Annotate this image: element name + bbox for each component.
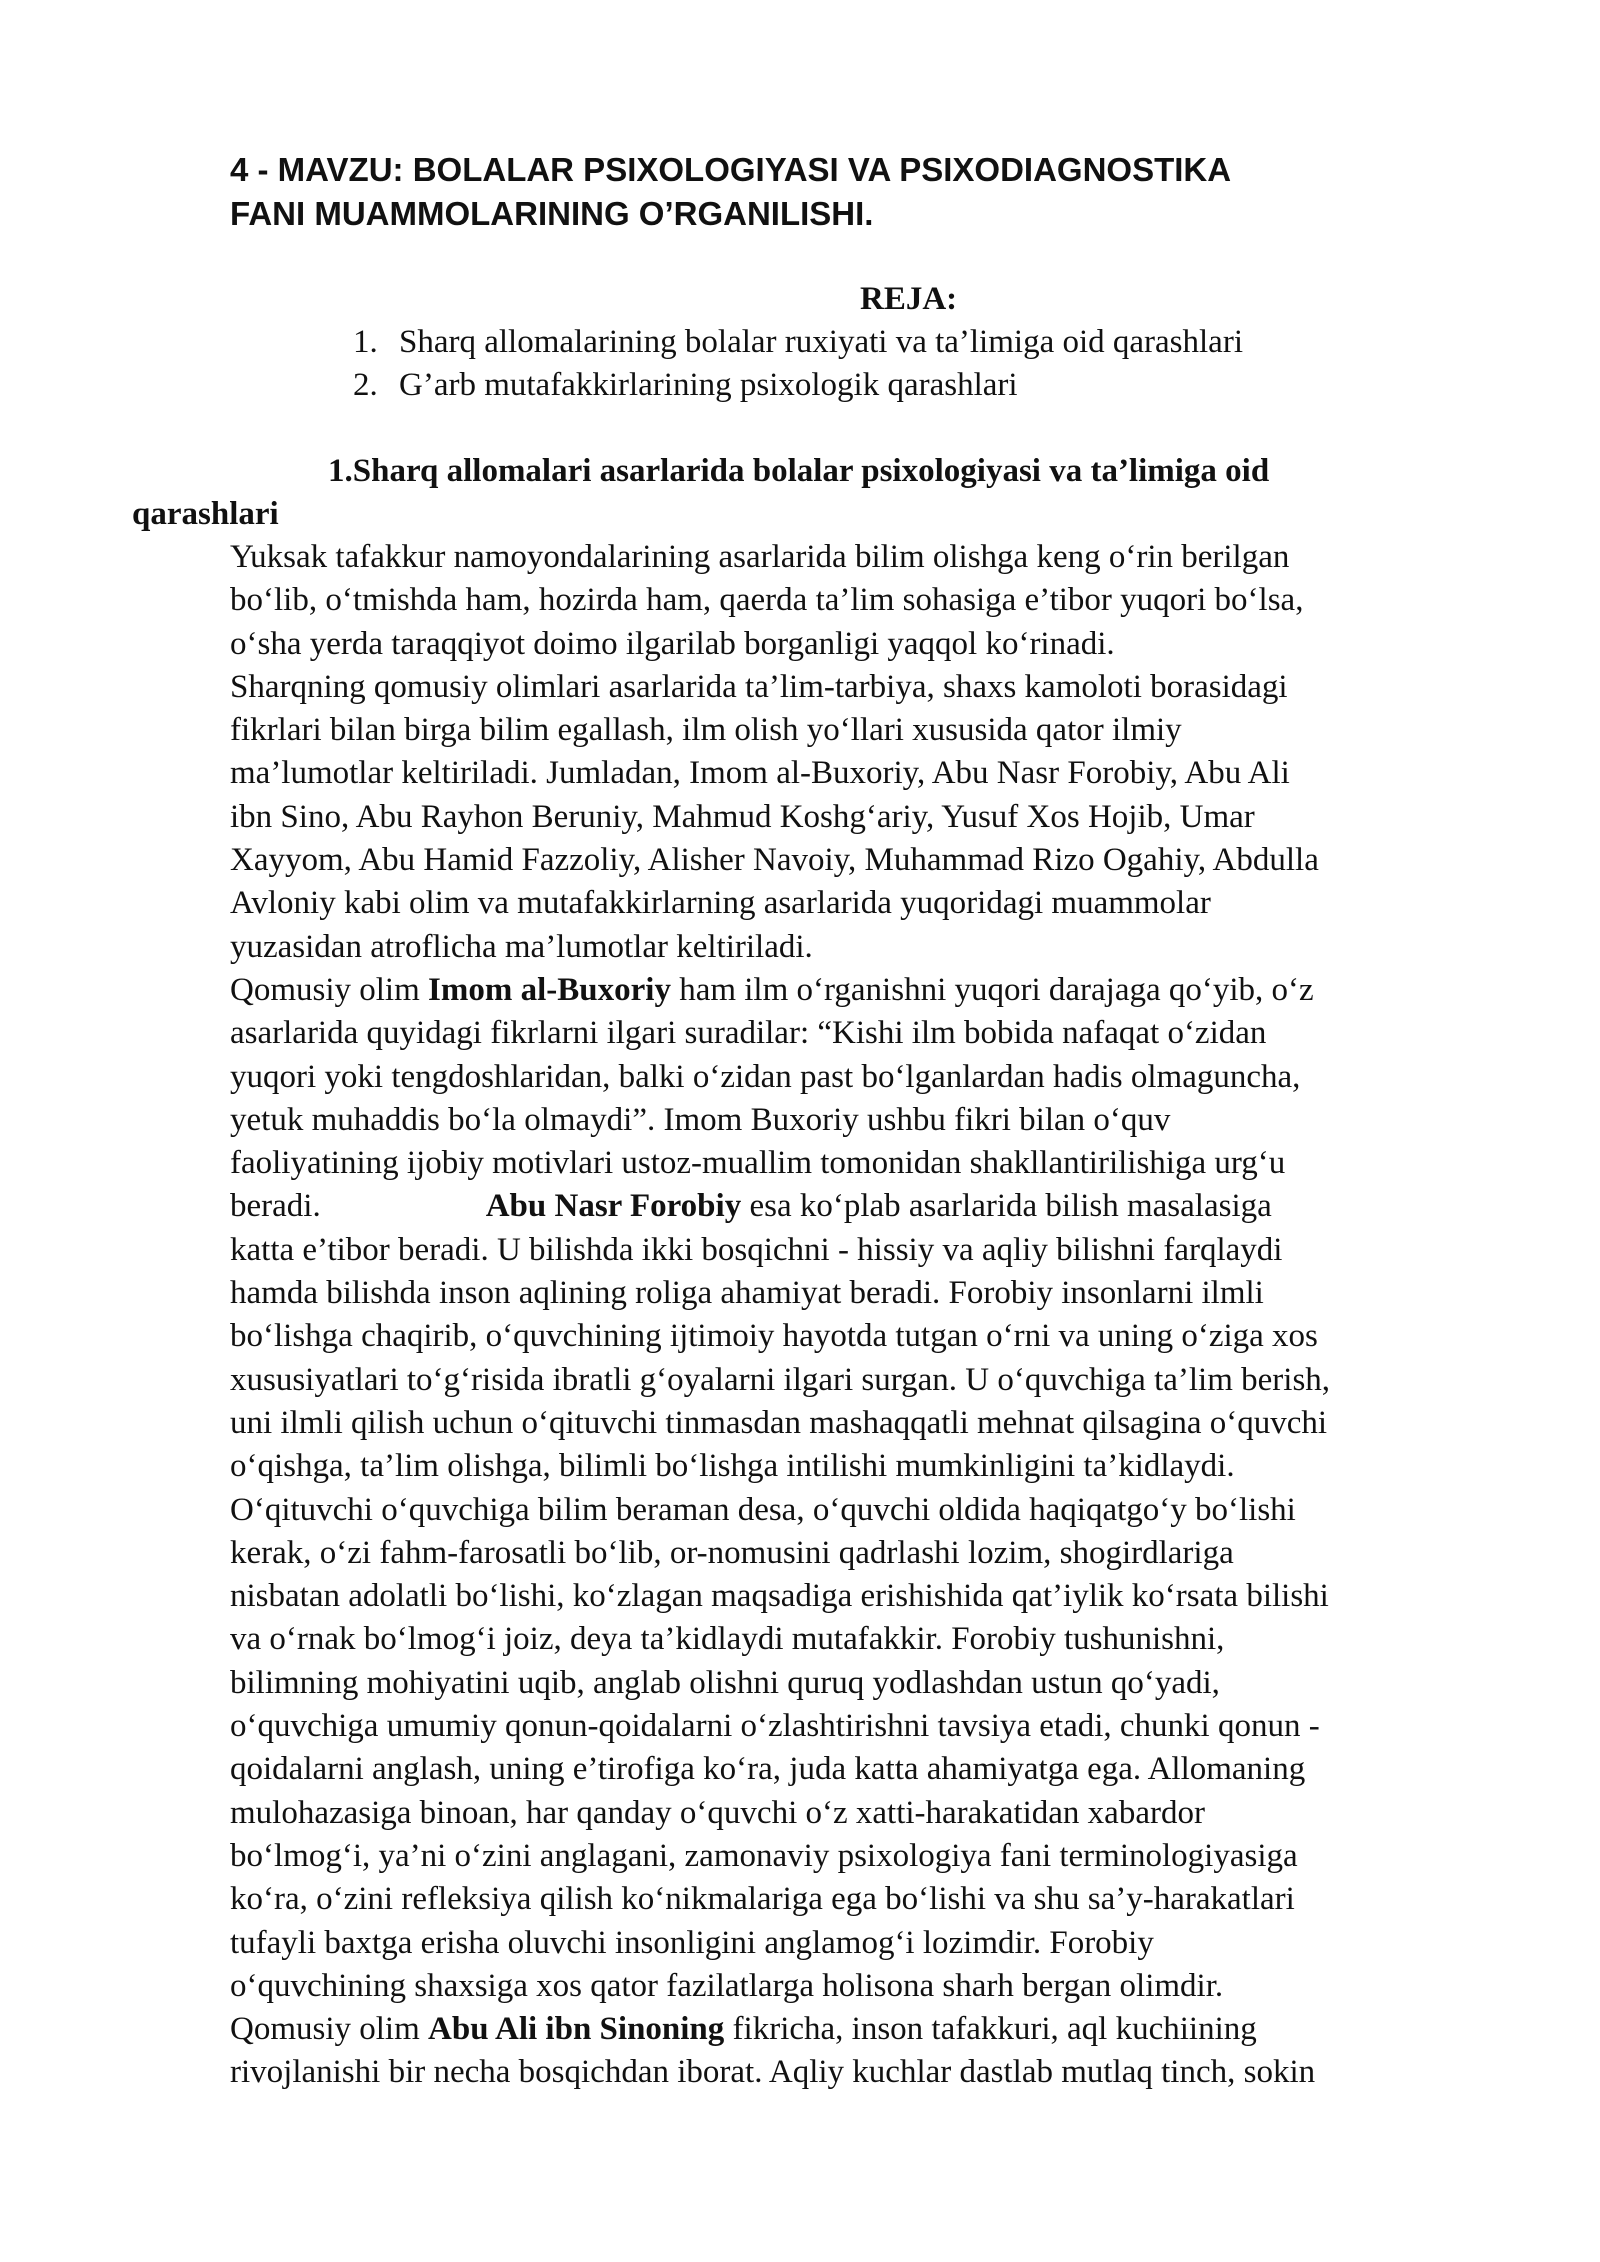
- text-line: fikrlari bilan birga bilim egallash, ilm olish yo‘llari xususida qator ilmiy: [230, 712, 1182, 749]
- text-line: yuzasidan atroflicha ma’lumotlar keltiriladi.: [230, 928, 813, 965]
- bold-name: Abu Nasr Forobiy: [485, 1188, 742, 1225]
- text-line: o‘sha yerda taraqqiyot doimo ilgarilab borganligi yaqqol ko‘rinadi.: [230, 625, 1115, 662]
- plan-item: [230, 321, 1500, 364]
- text-line: rivojlanishi bir necha bosqichdan iborat. Aqliy kuchlar dastlab mutlaq tinch, sokin: [230, 2054, 1316, 2091]
- text-line: va o‘rnak bo‘lmog‘i joiz, deya ta’kidlaydi mutafakkir. Forobiy tushunishni,: [230, 1621, 1225, 1658]
- text-line: O‘qituvchi o‘quvchiga bilim beraman desa, o‘quvchi oldida haqiqatgo‘y bo‘lishi: [230, 1491, 1296, 1528]
- text-line: hamda bilishda inson aqlining roliga ahamiyat beradi. Forobiy insonlarni ilmli: [230, 1275, 1264, 1312]
- text-line: kerak, o‘zi fahm-farosatli bo‘lib, or-nomusini qadrlashi lozim, shogirdlariga: [230, 1534, 1234, 1571]
- text-line: yetuk muhaddis bo‘la olmaydi”. Imom Buxoriy ushbu fikri bilan o‘quv: [230, 1101, 1171, 1138]
- text-line: ko‘ra, o‘zini refleksiya qilish ko‘nikmalariga ega bo‘lishi va shu sa’y-harakatlari: [230, 1881, 1295, 1918]
- text-line: [230, 2008, 1500, 2051]
- text-line: [230, 969, 1500, 1012]
- text-line: uni ilmli qilish uchun o‘qituvchi tinmasdan mashaqqatli mehnat qilsagina o‘quvchi: [230, 1404, 1328, 1441]
- text-run: esa ko‘plab asarlarida bilish masalasiga: [741, 1188, 1272, 1225]
- text-line: [230, 1185, 1500, 1228]
- text-line: mulohazasiga binoan, har qanday o‘quvchi o‘z xatti-harakatidan xabardor: [230, 1794, 1205, 1831]
- text-line: bilimning mohiyatini uqib, anglab olishni quruq yodlashdan ustun qo‘yadi,: [230, 1664, 1220, 1701]
- text-line: qoidalarni anglash, uning e’tirofiga ko‘ra, juda katta ahamiyatga ega. Allomaning: [230, 1751, 1306, 1788]
- text-line: Sharqning qomusiy olimlari asarlarida ta’lim-tarbiya, shaxs kamoloti borasidagi: [230, 668, 1288, 705]
- plan-item-number: 2.: [353, 367, 378, 403]
- text-line: ibn Sino, Abu Rayhon Beruniy, Mahmud Koshg‘ariy, Yusuf Xos Hojib, Umar: [230, 798, 1255, 835]
- text-line: o‘quvchining shaxsiga xos qator fazilatlarga holisona sharh bergan olimdir.: [230, 1967, 1224, 2004]
- title-line: FANI MUAMMOLARINING O’RGANILISHI.: [230, 195, 874, 232]
- body-text: [230, 536, 1500, 2095]
- text-line: xususiyatlari to‘g‘risida ibratli g‘oyalarni ilgari surgan. U o‘quvchiga ta’lim berish,: [230, 1361, 1331, 1398]
- text-line: bo‘lmog‘i, ya’ni o‘zini anglagani, zamonaviy psixologiya fani terminologiyasiga: [230, 1837, 1298, 1874]
- text-run: Qomusiy olim: [230, 2011, 429, 2048]
- bold-name: Abu Ali ibn Sinoning: [428, 2011, 725, 2048]
- text-line: nisbatan adolatli bo‘lishi, ko‘zlagan maqsadiga erishishida qat’iylik ko‘rsata bilishi: [230, 1578, 1329, 1615]
- section-heading-line: qarashlari: [132, 496, 279, 532]
- bold-name: Imom al-Buxoriy: [428, 971, 671, 1008]
- plan-item-text: G’arb mutafakkirlarining psixologik qarashlari: [399, 367, 1018, 403]
- text-line: tufayli baxtga erisha oluvchi insonligini anglamog‘i lozimdir. Forobiy: [230, 1924, 1154, 1961]
- text-line: katta e’tibor beradi. U bilishda ikki bosqichni - hissiy va aqliy bilishni farqlaydi: [230, 1231, 1283, 1268]
- text-line: o‘quvchiga umumiy qonun-qoidalarni o‘zlashtirishni tavsiya etadi, chunki qonun -: [230, 1708, 1320, 1745]
- plan-item-text: Sharq allomalarining bolalar ruxiyati va ta’limiga oid qarashlari: [399, 324, 1243, 360]
- text-line: o‘qishga, ta’lim olishga, bilimli bo‘lishga intilishi mumkinligini ta’kidlaydi.: [230, 1448, 1235, 1485]
- text-line: Avloniy kabi olim va mutafakkirlarning asarlarida yuqoridagi muammolar: [230, 885, 1211, 922]
- text-run: fikricha, inson tafakkuri, aql kuchiining: [724, 2011, 1257, 2048]
- text-line: ma’lumotlar keltiriladi. Jumladan, Imom al-Buxoriy, Abu Nasr Forobiy, Abu Ali: [230, 755, 1290, 792]
- text-line: asarlarida quyidagi fikrlarni ilgari suradilar: “Kishi ilm bobida nafaqat o‘zidan: [230, 1015, 1267, 1052]
- document-page: [132, 148, 1500, 2095]
- text-run: beradi.: [230, 1188, 321, 1225]
- section-heading-line: 1.Sharq allomalari asarlarida bolalar psixologiyasi va ta’limiga oid: [328, 453, 1270, 489]
- text-line: faoliyatining ijobiy motivlari ustoz-muallim tomonidan shakllantirilishiga urg‘u: [230, 1145, 1286, 1182]
- title-line: 4 - MAVZU: BOLALAR PSIXOLOGIYASI VA PSIXODIAGNOSTIKA: [230, 151, 1232, 188]
- text-run: ham ilm o‘rganishni yuqori darajaga qo‘yib, o‘z: [670, 971, 1314, 1008]
- plan-item-number: 1.: [353, 324, 378, 360]
- text-line: Yuksak tafakkur namoyondalarining asarlarida bilim olishga keng o‘rin berilgan: [230, 539, 1290, 575]
- section-heading: [132, 450, 1500, 536]
- plan-list: [230, 321, 1500, 407]
- plan-item: [230, 364, 1500, 407]
- document-title: [230, 148, 1500, 236]
- text-line: bo‘lishga chaqirib, o‘quvchining ijtimoiy hayotda tutgan o‘rni va uning o‘ziga xos: [230, 1318, 1318, 1355]
- text-line: bo‘lib, o‘tmishda ham, hozirda ham, qaerda ta’lim sohasiga e’tibor yuqori bo‘lsa,: [230, 582, 1304, 619]
- text-run: Qomusiy olim: [230, 971, 429, 1008]
- plan-heading: REJA:: [860, 281, 958, 317]
- text-line: Xayyom, Abu Hamid Fazzoliy, Alisher Navoiy, Muhammad Rizo Ogahiy, Abdulla: [230, 842, 1319, 879]
- text-line: yuqori yoki tengdoshlaridan, balki o‘zidan past bo‘lganlardan hadis olmaguncha,: [230, 1058, 1301, 1095]
